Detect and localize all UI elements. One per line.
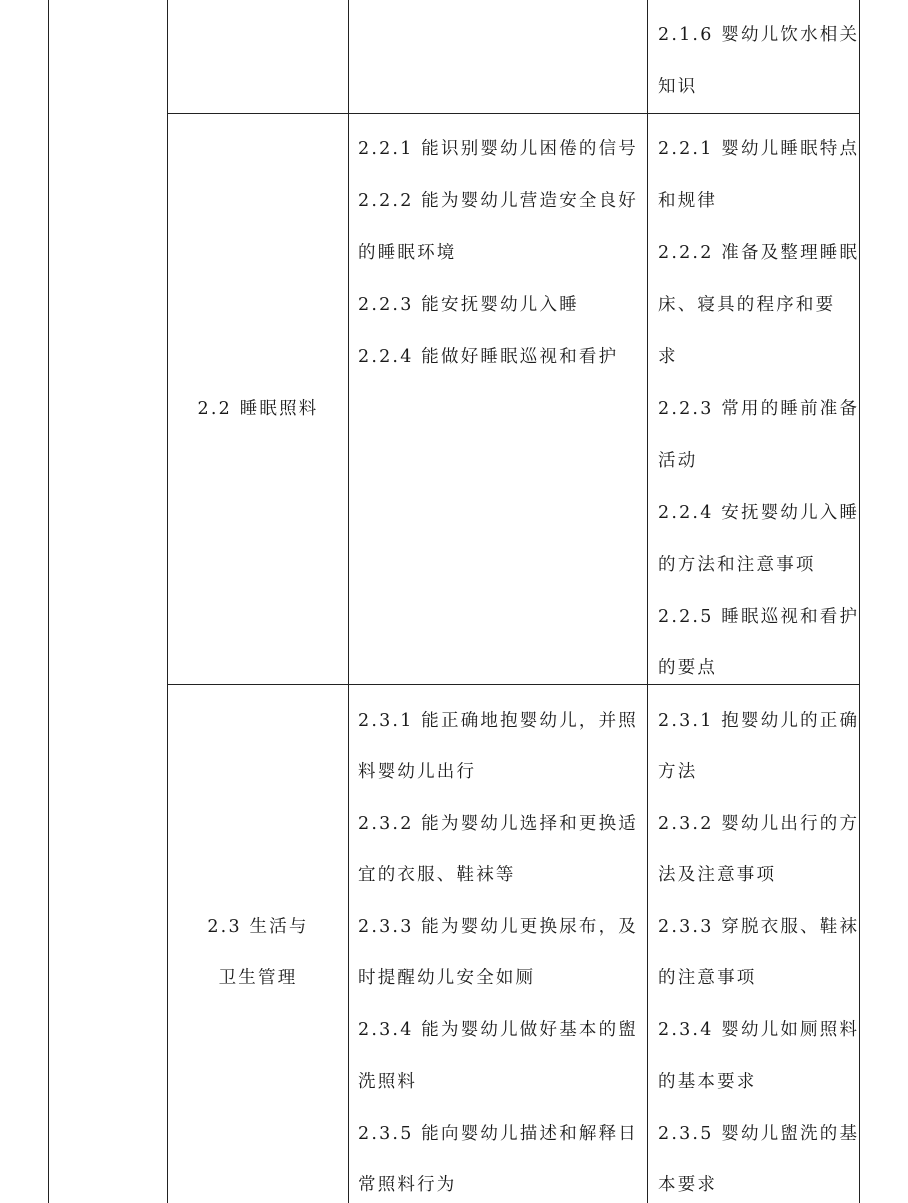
col-border-0 (48, 0, 49, 1203)
row-border-2 (167, 684, 860, 685)
row2-knowledge-line: 床、寝具的程序和要 (658, 295, 836, 315)
row3-skill-line: 料婴幼儿出行 (358, 762, 477, 782)
row3-skill-line: 宜的衣服、鞋袜等 (358, 865, 516, 885)
row3-knowledge-line: 方法 (658, 762, 698, 782)
row1-knowledge-line: 2.1.6 婴幼儿饮水相关 (658, 25, 860, 45)
row2-skill-line: 2.2.2 能为婴幼儿营造安全良好 (358, 191, 638, 211)
row2-knowledge-line: 2.2.4 安抚婴幼儿入睡 (658, 503, 860, 523)
row1-knowledge-line: 知识 (658, 77, 698, 97)
row3-unit-line: 2.3 生活与 (207, 917, 309, 937)
row2-skill-line: 的睡眠环境 (358, 243, 457, 263)
row2-knowledge-line: 活动 (658, 451, 698, 471)
row3-knowledge-line: 本要求 (658, 1175, 718, 1195)
row3-skill-line: 2.3.5 能向婴幼儿描述和解释日 (358, 1124, 638, 1144)
row2-knowledge-line: 2.2.5 睡眠巡视和看护 (658, 607, 860, 627)
row2-knowledge-line: 的方法和注意事项 (658, 555, 816, 575)
row3-unit-line: 卫生管理 (218, 968, 298, 988)
row3-knowledge-line: 2.3.1 抱婴幼儿的正确 (658, 711, 860, 731)
row2-knowledge-line: 2.2.2 准备及整理睡眠 (658, 243, 860, 263)
row3-skill-line: 时提醒幼儿安全如厕 (358, 968, 536, 988)
row3-knowledge-line: 的基本要求 (658, 1072, 757, 1092)
row3-skill-line: 2.3.3 能为婴幼儿更换尿布，及 (358, 917, 638, 937)
row2-skill-line: 2.2.1 能识别婴幼儿困倦的信号 (358, 139, 638, 159)
col-border-1 (167, 0, 168, 1203)
col-border-3 (647, 0, 648, 1203)
row3-knowledge-line: 的注意事项 (658, 968, 757, 988)
row3-skill-line: 常照料行为 (358, 1175, 457, 1195)
col-border-2 (348, 0, 349, 1203)
row2-knowledge-line: 的要点 (658, 658, 718, 678)
row3-skill-line: 2.3.2 能为婴幼儿选择和更换适 (358, 814, 638, 834)
row2-skill-line: 2.2.3 能安抚婴幼儿入睡 (358, 295, 579, 315)
row3-knowledge-line: 2.3.2 婴幼儿出行的方 (658, 814, 860, 834)
row2-unit-line: 2.2 睡眠照料 (197, 399, 319, 419)
row3-skill-line: 洗照料 (358, 1072, 418, 1092)
row2-knowledge-line: 2.2.1 婴幼儿睡眠特点 (658, 139, 860, 159)
row3-knowledge-line: 法及注意事项 (658, 865, 777, 885)
row2-knowledge-line: 2.2.3 常用的睡前准备 (658, 399, 860, 419)
row3-skill-line: 2.3.1 能正确地抱婴幼儿，并照 (358, 711, 638, 731)
row3-knowledge-line: 2.3.4 婴幼儿如厕照料 (658, 1020, 860, 1040)
row2-knowledge-line: 和规律 (658, 191, 718, 211)
row3-knowledge-line: 2.3.5 婴幼儿盥洗的基 (658, 1124, 860, 1144)
row3-knowledge-line: 2.3.3 穿脱衣服、鞋袜 (658, 917, 860, 937)
row-border-1 (167, 113, 860, 114)
row3-skill-line: 2.3.4 能为婴幼儿做好基本的盥 (358, 1020, 638, 1040)
row2-knowledge-line: 求 (658, 347, 678, 367)
row2-skill-line: 2.2.4 能做好睡眠巡视和看护 (358, 347, 619, 367)
